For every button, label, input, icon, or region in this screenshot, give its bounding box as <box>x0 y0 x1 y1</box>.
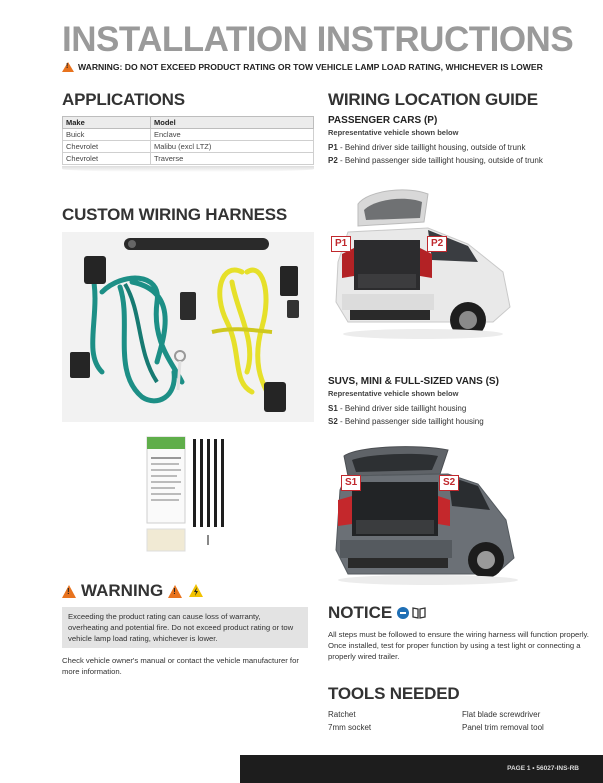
instruction-card-image <box>145 435 227 555</box>
notice-heading: NOTICE <box>328 603 393 622</box>
electrical-hazard-icon <box>189 584 203 598</box>
p2-location-tag: P2 <box>427 236 447 252</box>
cell-make: Chevrolet <box>63 141 151 153</box>
tool-item: 7mm socket <box>328 723 372 732</box>
table-row <box>63 153 314 165</box>
table-header-row <box>63 117 314 129</box>
s1-location-tag: S1 <box>341 475 361 491</box>
cell-make: Buick <box>63 129 151 141</box>
warning-heading-row <box>62 581 203 601</box>
p1-location-tag: P1 <box>331 236 351 252</box>
applications-heading: APPLICATIONS <box>62 90 185 109</box>
suv-image <box>328 440 528 590</box>
p2-code: P2 <box>328 156 338 165</box>
passenger-cars-title: PASSENGER CARS (P) <box>328 115 438 126</box>
s1-code: S1 <box>328 404 338 413</box>
p2-location <box>328 156 543 165</box>
tool-item: Flat blade screwdriver <box>462 710 541 719</box>
applications-table <box>62 116 314 165</box>
p1-text: - Behind driver side taillight housing, outside of trunk <box>337 143 526 152</box>
warning-heading: WARNING <box>81 581 164 600</box>
table-row <box>63 141 314 153</box>
s1-text: - Behind driver side taillight housing <box>337 404 467 413</box>
top-warning-text: WARNING: DO NOT EXCEED PRODUCT RATING OR TOW VEHICLE LAMP LOAD RATING, WHICHEVER IS LOWER <box>78 62 543 72</box>
footer-bar <box>240 755 603 783</box>
cell-model: Traverse <box>151 153 314 165</box>
suv-title: SUVS, MINI & FULL-SIZED VANS (S) <box>328 376 499 387</box>
s2-location-tag: S2 <box>439 475 459 491</box>
tool-item: Ratchet <box>328 710 356 719</box>
cell-model: Enclave <box>151 129 314 141</box>
wiring-harness-image <box>62 232 314 422</box>
top-warning <box>62 62 592 72</box>
page-number: PAGE 1 • 56027-INS-RB <box>507 765 579 772</box>
cell-model: Malibu (excl LTZ) <box>151 141 314 153</box>
table-shadow <box>62 166 314 172</box>
harness-heading: CUSTOM WIRING HARNESS <box>62 205 287 224</box>
notice-text: All steps must be followed to ensure the wiring harness will function properly. Once installed, test for proper function by using a test light or connecting a properly wired trailer. <box>328 630 589 661</box>
column-header-make: Make <box>63 117 151 129</box>
tools-heading: TOOLS NEEDED <box>328 684 460 703</box>
wiring-guide-heading: WIRING LOCATION GUIDE <box>328 90 538 109</box>
s2-location <box>328 417 484 426</box>
p2-text: - Behind passenger side taillight housing, outside of trunk <box>337 156 543 165</box>
passenger-car-image <box>328 182 518 342</box>
cell-make: Chevrolet <box>63 153 151 165</box>
manual-book-icon <box>412 607 426 619</box>
passenger-rep-note: Representative vehicle shown below <box>328 128 459 137</box>
warning-triangle-icon <box>62 585 76 598</box>
column-header-model: Model <box>151 117 314 129</box>
info-icon <box>397 607 409 619</box>
tool-item: Panel trim removal tool <box>462 723 544 732</box>
warning-triangle-icon <box>62 62 74 72</box>
table-row <box>63 129 314 141</box>
s2-text: - Behind passenger side taillight housing <box>337 417 484 426</box>
notice-heading-row <box>328 603 426 623</box>
s1-location <box>328 404 466 413</box>
warning-triangle-icon <box>168 585 182 598</box>
s2-code: S2 <box>328 417 338 426</box>
p1-code: P1 <box>328 143 338 152</box>
warning-note: Check vehicle owner's manual or contact the vehicle manufacturer for more information. <box>62 656 299 676</box>
warning-box: Exceeding the product rating can cause loss of warranty, overheating and potential fire. Do not exceed product rating or tow vehicle lamp load rating, whichever is lower. <box>62 607 308 648</box>
p1-location <box>328 143 525 152</box>
suv-rep-note: Representative vehicle shown below <box>328 389 459 398</box>
page-title: INSTALLATION INSTRUCTIONS <box>62 20 574 59</box>
